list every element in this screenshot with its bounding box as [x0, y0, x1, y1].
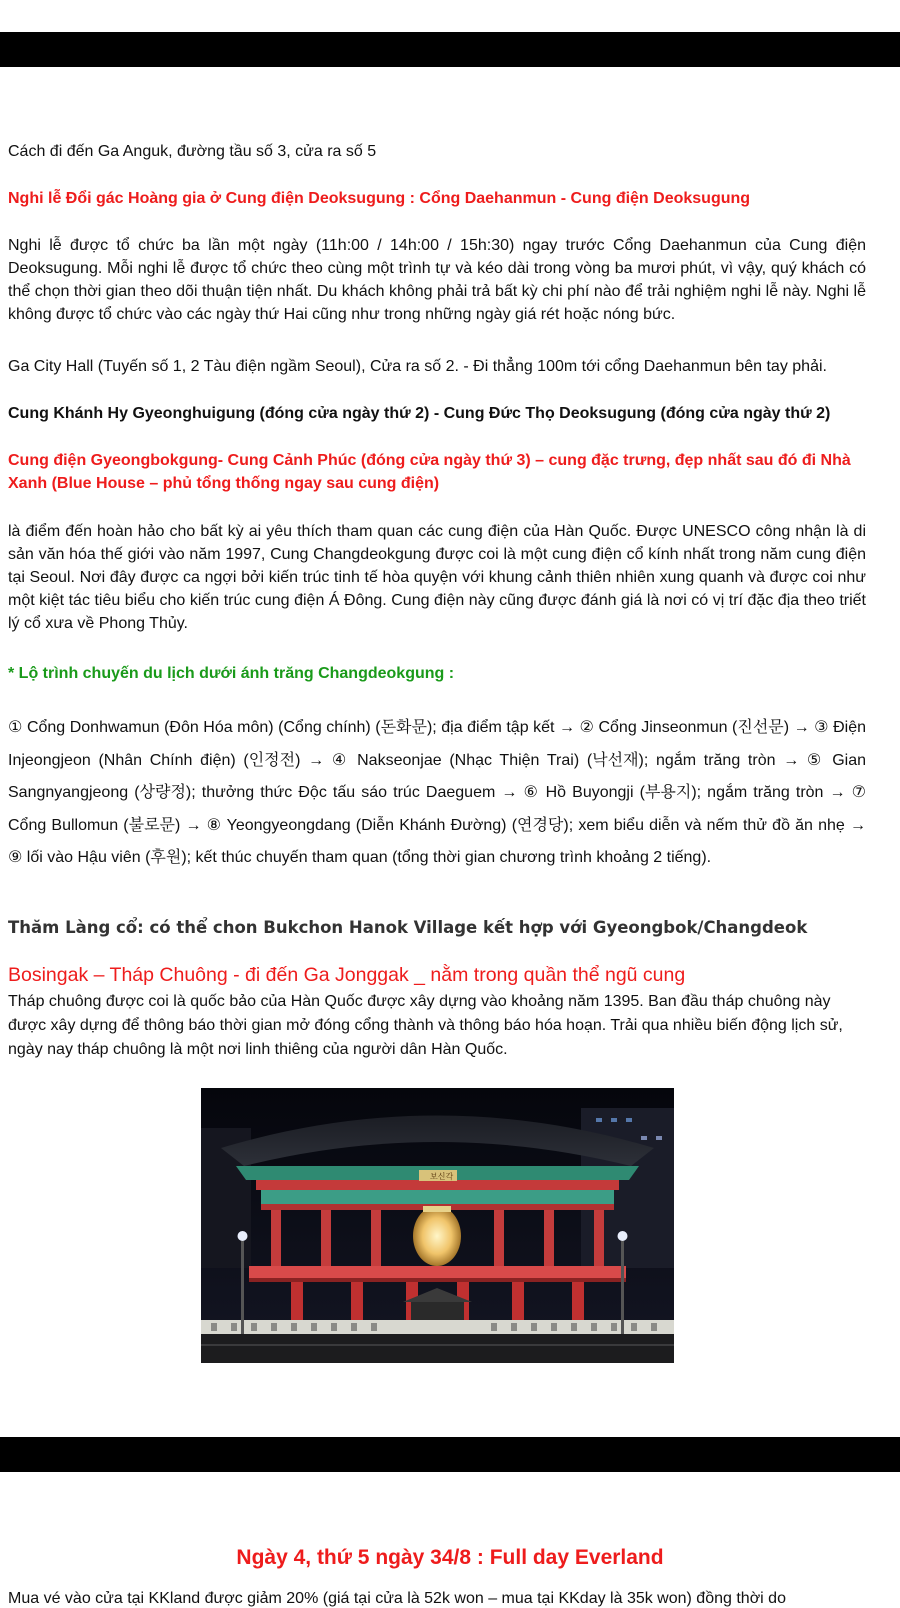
city-hall-directions: Ga City Hall (Tuyến số 1, 2 Tàu điện ngầm Seoul), Cửa ra số 2. - Đi thẳng 100m tới cổng Daehanmun bên tay phải. — [8, 358, 827, 375]
top-black-band — [0, 32, 900, 67]
photo-signboard-text: 보신각 — [430, 1172, 454, 1181]
bosingak-heading: Bosingak – Tháp Chuông - đi đến Ga Jonggak _ nằm trong quần thể ngũ cung — [8, 964, 686, 986]
village-heading: Thăm Làng cổ: có thể chon Bukchon Hanok Village kết hợp với Gyeongbok/Changdeok — [8, 918, 808, 937]
bosingak-photo — [201, 1088, 674, 1363]
palaces-heading: Cung Khánh Hy Gyeonghuigung (đóng cửa ngày thứ 2) - Cung Đức Thọ Deoksugung (đóng cửa ngày thứ 2) — [8, 405, 831, 422]
bottom-black-band — [0, 1437, 900, 1472]
anguk-directions: Cách đi đến Ga Anguk, đường tầu số 3, cửa ra số 5 — [8, 143, 377, 160]
ceremony-heading: Nghi lễ Đổi gác Hoàng gia ở Cung điện Deoksugung : Cổng Daehanmun - Cung điện Deoksugung — [8, 190, 751, 207]
day4-heading: Ngày 4, thứ 5 ngày 34/8 : Full day Everland — [236, 1546, 664, 1569]
day4-first-line: Mua vé vào cửa tại KKland được giảm 20% (giá tại cửa là 52k won – mua tại KKday là 35k won) đồng thời do — [8, 1590, 786, 1607]
bosingak-paragraph: Tháp chuông được coi là quốc bảo của Hàn Quốc được xây dựng vào khoảng năm 1395. Ban đầu tháp chuông này được xây dựng để thông báo thời gian mở đóng cổng thành và thông báo hóa hoạn. Trải qua nhiều biến động lịch sử, ngày nay tháp chuông là một nơi linh thiêng của người dân Hàn Quốc. — [8, 993, 843, 1058]
moonlight-route: ① Cổng Donhwamun (Đôn Hóa môn) (Cổng chính) (돈화문); địa điểm tập kết → ② Cổng Jinseonmun (진선문) → ③ Điện Injeongjeon (Nhân Chính điện) (인정전) → ④ Nakseonjae (Nhạc Thiện Trai) (낙선재); ngắm trăng tròn → ⑤ Gian Sangnyangjeong (상량정); thưởng thức Độc tấu sáo trúc Daeguem → ⑥ Hồ Buyongji (부용지); ngắm trăng tròn → ⑦ Cổng Bullomun (불로문) → ⑧ Yeongyeongdang (Diễn Khánh Đường) (연경당); xem biểu diễn và nếm thử đồ ăn nhẹ → ⑨ lối vào Hậu viên (후원); kết thúc chuyến tham quan (tổng thời gian chương trình khoảng 2 tiếng). — [8, 719, 866, 866]
changdeok-paragraph: là điểm đến hoàn hảo cho bất kỳ ai yêu thích tham quan các cung điện của Hàn Quốc. Được UNESCO công nhận là di sản văn hóa thế giới vào năm 1997, Cung Changdeokgung được coi là một cung điện cổ kính nhất trong năm cung điện tại Seoul. Nơi đây được ca ngợi bởi kiến trúc tinh tế hòa quyện với khung cảnh thiên nhiên xung quanh và được coi như một kiệt tác tiêu biểu cho kiến trúc cung điện Á Đông. Cung điện này cũng được đánh giá là nơi có vị trí đặc địa theo triết lý cổ xưa về Phong Thủy. — [8, 523, 866, 632]
gyeongbok-heading: Cung điện Gyeongbokgung- Cung Cảnh Phúc (đóng cửa ngày thứ 3) – cung đặc trưng, đẹp nhất sau đó đi Nhà Xanh (Blue House – phủ tổng thống ngay sau cung điện) — [8, 452, 851, 492]
ceremony-paragraph: Nghi lễ được tổ chức ba lần một ngày (11h:00 / 14h:00 / 15h:30) ngay trước Cổng Daehanmun của Cung điện Deoksugung. Mỗi nghi lễ được tổ chức theo cùng một trình tự và kéo dài trong vòng ba mươi phút, vì vậy, quý khách có thể chọn thời gian theo dõi thuận tiện nhất. Du khách không phải trả bất kỳ chi phí nào để trải nghiệm nghi lễ này. Nghi lễ không được tổ chức vào các ngày thứ Hai cũng như trong những ngày giá rét hoặc nóng bức. — [8, 237, 866, 323]
moonlight-heading: * Lộ trình chuyến du lịch dưới ánh trăng Changdeokgung : — [8, 665, 455, 682]
